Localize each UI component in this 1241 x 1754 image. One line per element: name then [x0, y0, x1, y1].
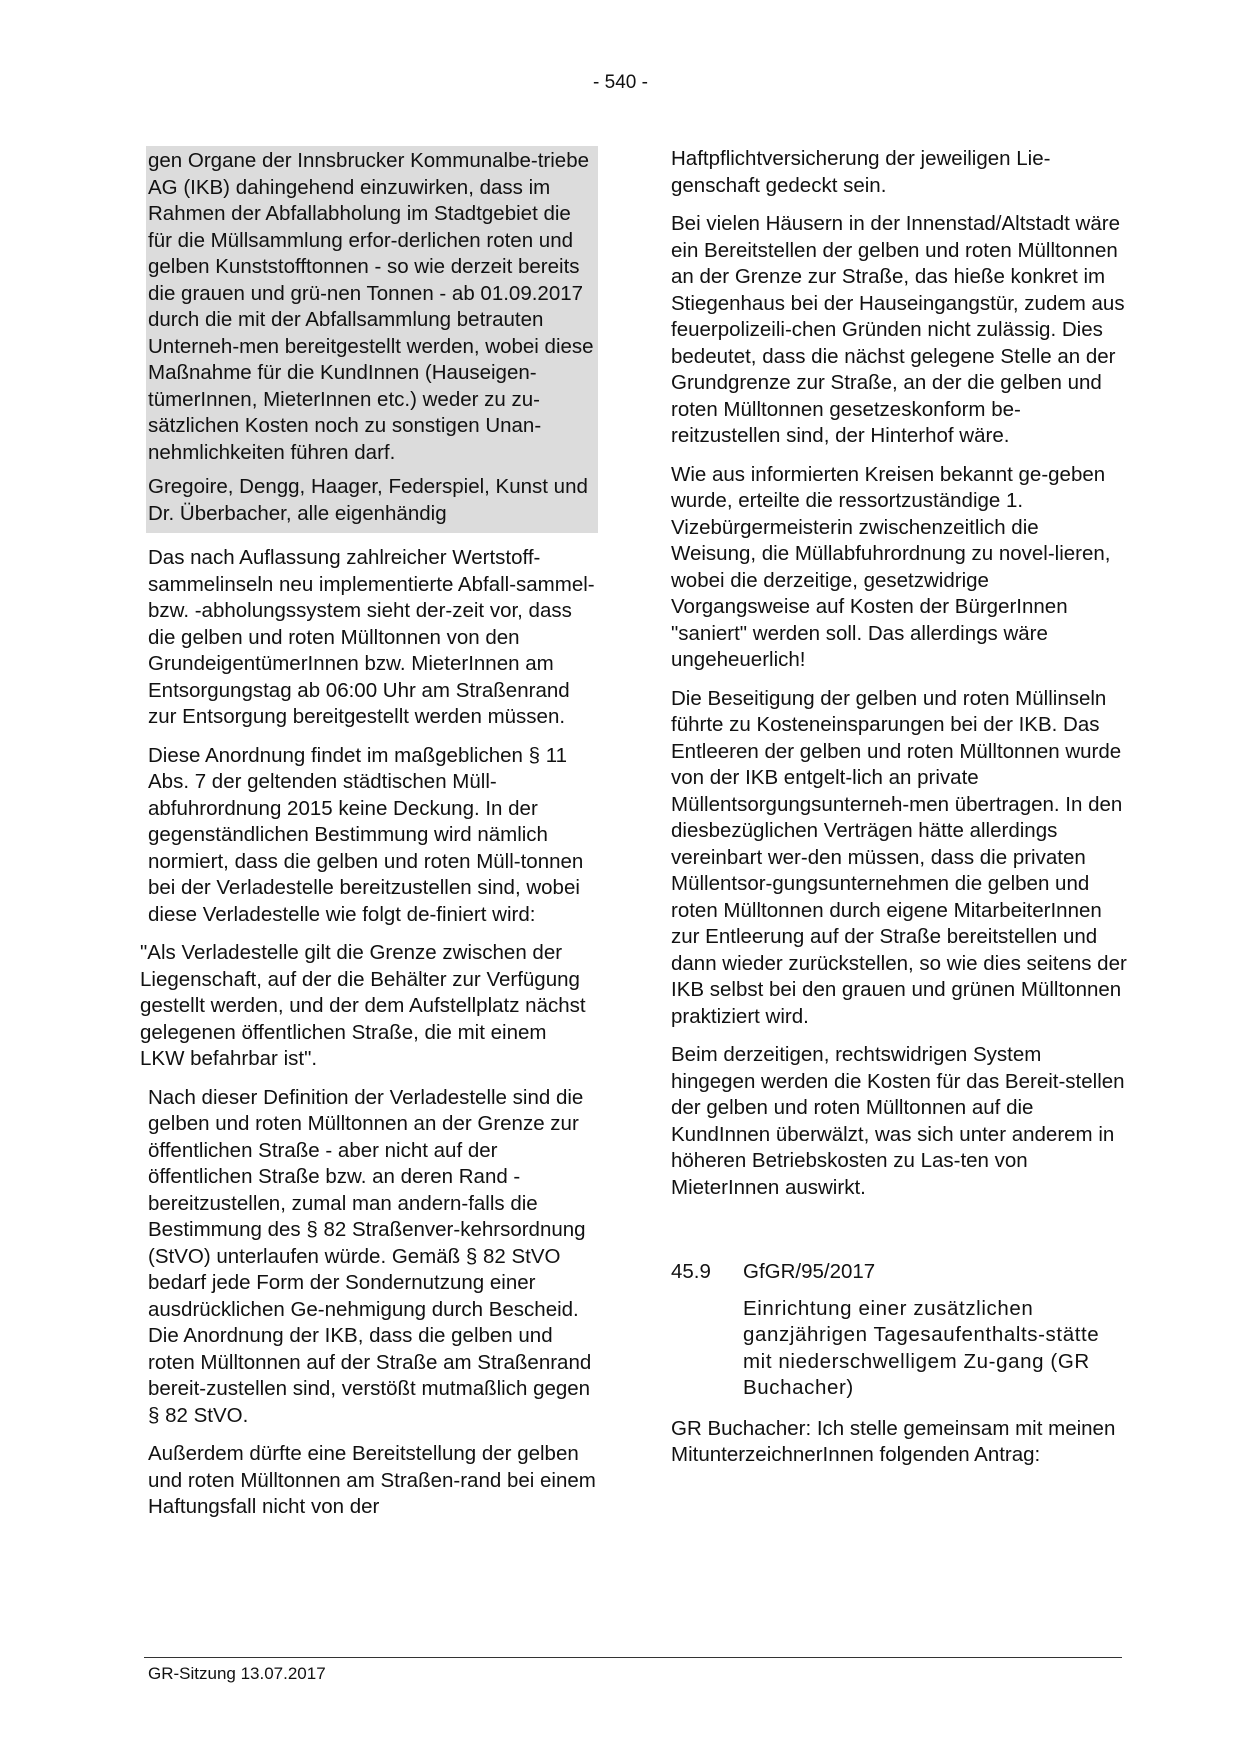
paragraph: GR Buchacher: Ich stelle gemeinsam mit meinen MitunterzeichnerInnen folgenden Antrag:	[671, 1416, 1116, 1466]
left-column	[140, 146, 598, 1533]
agenda-item-reference: GfGR/95/2017	[743, 1260, 876, 1283]
paragraph: Die Beseitigung der gelben und roten Müllinseln führte zu Kosteneinsparungen bei der IKB. Das Entleeren der gelben und roten Mülltonnen wurde von der IKB entgelt-lich an private Müllentsorgungsunterneh-men übertragen. In den diesbezüglichen Verträgen hätte allerdings vereinbart wer-den müssen, dass die privaten Müllentsor-gungsunternehmen die gelben und roten Mülltonnen durch eigene MitarbeiterInnen zur Entleerung auf der Straße bereitstellen und dann wieder zurückstellen, so wie dies seitens der IKB selbst bei den grauen und grünen Mülltonnen praktiziert wird.	[671, 686, 1127, 1028]
agenda-item-subject: Einrichtung einer zusätzlichen ganzjährigen Tagesaufenthalts-stätte mit niederschwelligem Zu-gang (GR Buchacher)	[743, 1296, 1100, 1399]
quote: "Als Verladestelle gilt die Grenze zwischen der Liegenschaft, auf der die Behälter zur Verfügung gestellt werden, und der dem Aufstellplatz nächst gelegenen öffentlichen Straße, die mit einem LKW befahrbar ist".	[140, 941, 586, 1070]
shaded-motion-block	[146, 146, 598, 533]
right-column	[669, 146, 1131, 1481]
page-number: - 540 -	[593, 72, 648, 93]
paragraph: Bei vielen Häusern in der Innenstad/Altstadt wäre ein Bereitstellen der gelben und roten Mülltonnen an der Grenze zur Straße, das hieße konkret im Stiegenhaus bei der Hauseingangstür, zudem aus feuerpolizeili-chen Gründen nicht zulässig. Dies bedeutet, dass die nächst gelegene Stelle an der Grundgrenze zur Straße, an der die gelben und roten Mülltonnen gesetzeskonform be-reitzustellen sind, der Hinterhof wäre.	[671, 212, 1125, 447]
paragraph: Das nach Auflassung zahlreicher Wertstoff-sammelinseln neu implementierte Abfall-sammel- bzw. -abholungssystem sieht der-zeit vor, dass die gelben und roten Mülltonnen von den GrundeigentümerInnen bzw. MieterInnen am Entsorgungstag ab 06:00 Uhr am Straßenrand zur Entsorgung bereitgestellt werden müssen.	[148, 546, 595, 728]
agenda-item-heading	[669, 1259, 1131, 1286]
paragraph: Haftpflichtversicherung der jeweiligen Lie-genschaft gedeckt sein.	[671, 147, 1051, 197]
footer-divider	[144, 1657, 1122, 1658]
paragraph: Wie aus informierten Kreisen bekannt ge-geben wurde, erteilte die ressortzuständige 1. Vizebürgermeisterin zwischenzeitlich die Weisung, die Müllabfuhrordnung zu novel-lieren, wobei die derzeitige, gesetzwidrige Vorgangsweise auf Kosten der BürgerInnen "saniert" werden soll. Das allerdings wäre ungeheuerlich!	[671, 462, 1111, 671]
paragraph: Außerdem dürfte eine Bereitstellung der gelben und roten Mülltonnen am Straßen-rand bei einem Haftungsfall nicht von der	[148, 1442, 596, 1518]
agenda-item-number: 45.9	[671, 1260, 711, 1283]
motion-text: gen Organe der Innsbrucker Kommunalbe-triebe AG (IKB) dahingehend einzuwirken, dass im Rahmen der Abfallabholung im Stadtgebiet die für die Müllsammlung erfor-derlichen roten und gelben Kunststofftonnen - so wie derzeit bereits die grauen und grü-nen Tonnen - ab 01.09.2017 durch die mit der Abfallsammlung betrauten Unterneh-men bereitgestellt werden, wobei diese Maßnahme für die KundInnen (Hauseigen-tümerInnen, MieterInnen etc.) weder zu zu-sätzlichen Kosten noch zu sonstigen Unan-nehmlichkeiten führen darf.	[148, 149, 594, 464]
motion-signatories: Gregoire, Dengg, Haager, Federspiel, Kunst und Dr. Überbacher, alle eigenhändig	[148, 475, 588, 525]
paragraph: Beim derzeitigen, rechtswidrigen System hingegen werden die Kosten für das Bereit-stellen der gelben und roten Mülltonnen auf die KundInnen überwälzt, was sich unter anderem in höheren Betriebskosten zu Las-ten von MieterInnen auswirkt.	[671, 1043, 1125, 1199]
footer-text: GR-Sitzung 13.07.2017	[148, 1664, 326, 1683]
paragraph: Nach dieser Definition der Verladestelle sind die gelben und roten Mülltonnen an der Grenze zur öffentlichen Straße - aber nicht auf der öffentlichen Straße bzw. an deren Rand - bereitzustellen, zumal man andern-falls die Bestimmung des § 82 Straßenver-kehrsordnung (StVO) unterlaufen würde. Gemäß § 82 StVO bedarf jede Form der Sondernutzung einer ausdrücklichen Ge-nehmigung durch Bescheid. Die Anordnung der IKB, dass die gelben und roten Mülltonnen auf der Straße am Straßenrand bereit-zustellen sind, verstößt mutmaßlich gegen § 82 StVO.	[148, 1085, 592, 1427]
paragraph: Diese Anordnung findet im maßgeblichen § 11 Abs. 7 der geltenden städtischen Müll-abfuhrordnung 2015 keine Deckung. In der gegenständlichen Bestimmung wird nämlich normiert, dass die gelben und roten Müll-tonnen bei der Verladestelle bereitzustellen sind, wobei diese Verladestelle wie folgt de-finiert wird:	[148, 743, 584, 926]
